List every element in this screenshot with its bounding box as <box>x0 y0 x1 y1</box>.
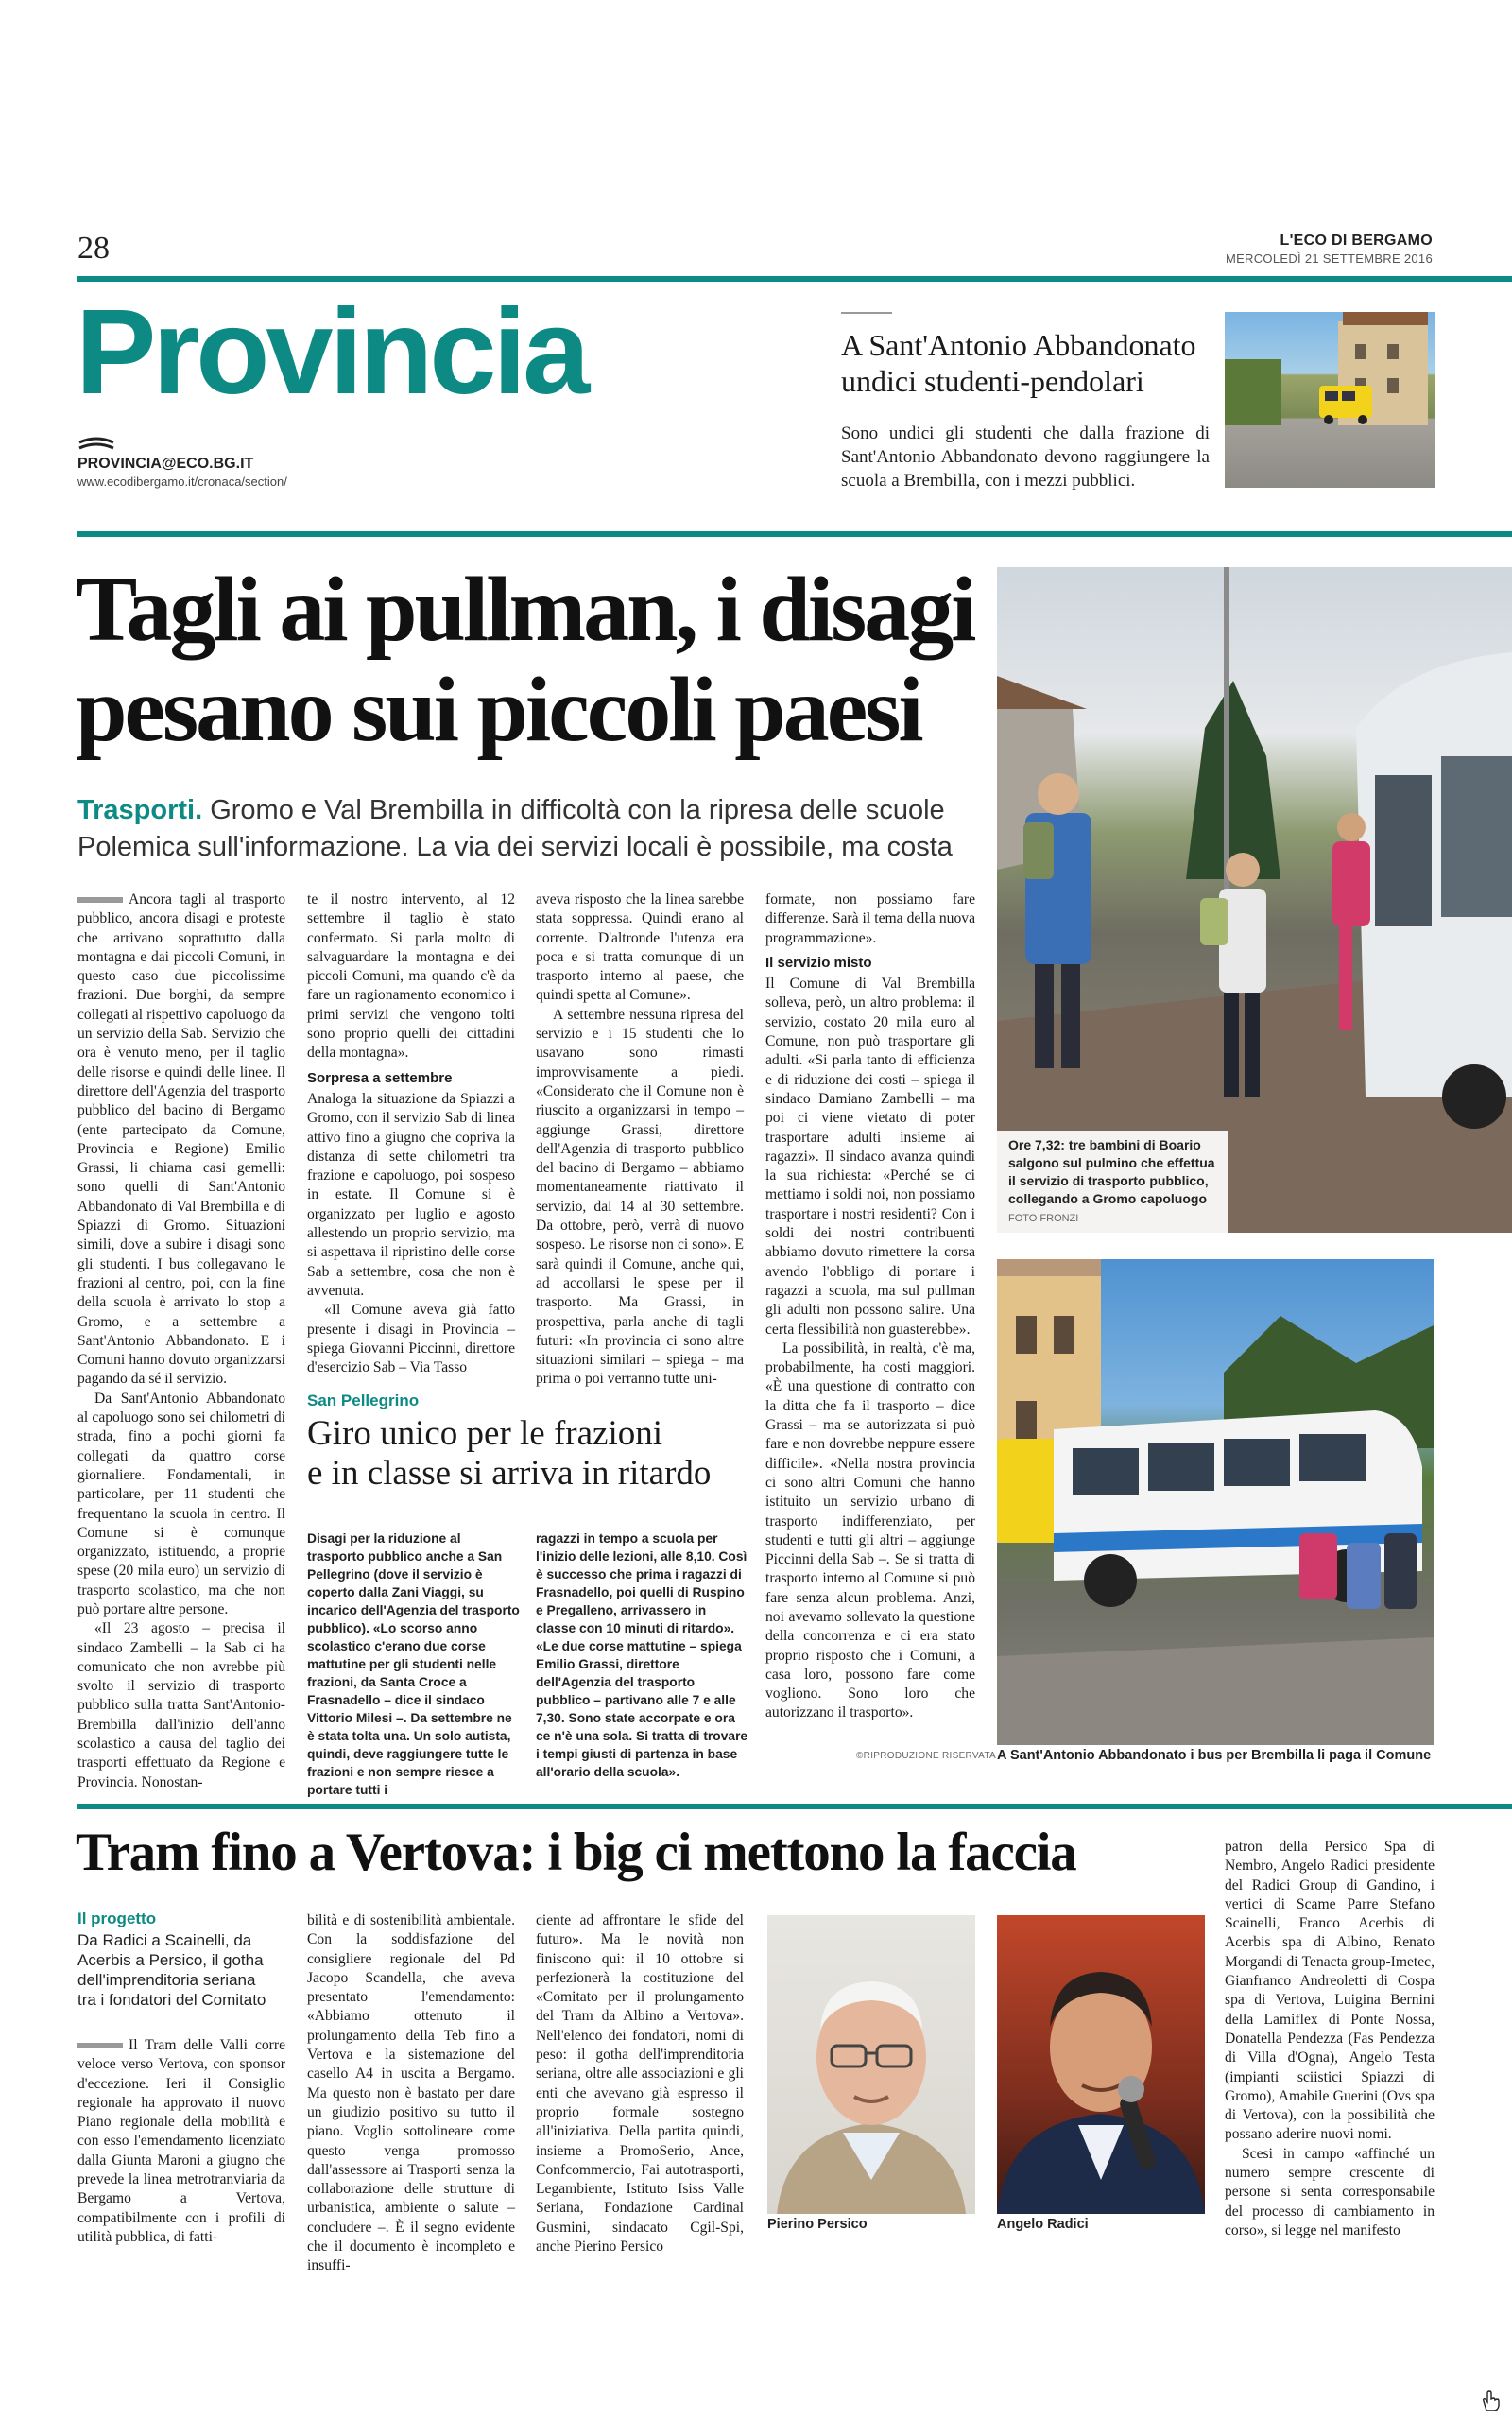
hand-cursor-icon <box>1480 2390 1501 2412</box>
main-headline[interactable] <box>76 560 1002 760</box>
tram-summary: Da Radici a Scainelli, da Acerbis a Persico, il gotha dell'imprenditoria seriana tra i fondatori del Comitato <box>77 1931 266 2009</box>
main-col3-paragraph: aveva risposto che la linea sarebbe stata soppressa. Quindi erano al corrente. D'altronde l'utenza era poca e si tratta comunque di un trasporto interno al paese, che quindi spetta al Comune». <box>536 891 744 1004</box>
teaser-photo <box>1225 312 1435 488</box>
sidebar-col-1: Disagi per la riduzione al trasporto pubblico anche a San Pellegrino (dove il servizio è coperto dalla Zani Viaggi, su incarico dell'Agenzia del trasporto pubblico). «Lo scorso anno scolastico c'erano due corse mattutine per gli studenti nelle frazioni, da Santa Croce a Frasnadello – dice il sindaco Vittorio Milesi –. Da settembre ne è stata tolta una. Un solo autista, quindi, deve raggiungere tutte le frazioni e non sempre riesce a portare tutti i <box>307 1531 520 1797</box>
tram-col4-paragraph: patron della Persico Spa di Nembro, Angelo Radici presidente del Radici Group di Gandino, i vertici di Scame Parre Stefano Scainelli, Franco Acerbis di Acerbis spa di Albino, Renato Morgandi di Tenacta group-Imetec, Gianfranco Andreoletti di Cospa spa di Vertova, Luigina Bernini della Lamiflex di Ponte Nossa, Donatella Pendezza (Fas Pendezza di Villa d'Ogna), Angelo Testa (impianti sciistici Spiazzi di Gromo), Amabile Guerini (Ovs spa di Vertova), con la possibilità che possano aderire nuovi nomi. <box>1225 1839 1435 2143</box>
sidebar-col-2: ragazzi in tempo a scuola per l'inizio delle lezioni, alle 8,10. Così è successo che prima i ragazzi di Frasnadello, poi quelli di Ruspino e Pregalleno, arrivassero in classe con 10 minuti di ritardo». «Le due corse mattutine – spiega Emilio Grassi, direttore dell'Agenzia del trasporto pubblico – partivano alle 7 e alle 7,30. Sono state accorpate e ora ce n'è una sola. Si tratta di trovare i tempi giusti di partenza in base all'orario della scuola». <box>536 1531 748 1779</box>
photo1-caption-text: Ore 7,32: tre bambini di Boario salgono sul pulmino che effettua il servizio di trasporto pubblico, collegando a Gromo capoluogo <box>1008 1137 1215 1206</box>
main-col-1 <box>77 890 285 1792</box>
sidebar-title-line1: Giro unico per le frazioni <box>307 1414 663 1453</box>
portrait-pierino-persico <box>767 1915 975 2214</box>
photo2-caption: A Sant'Antonio Abbandonato i bus per Brembilla li paga il Comune <box>997 1748 1432 1763</box>
teaser-title-line2: undici studenti-pendolari <box>841 364 1144 398</box>
photo-children-boarding <box>997 567 1512 1233</box>
tram-kicker: Il progetto <box>77 1910 157 1927</box>
tram-col4-paragraph: Scesi in campo «affinché un numero sempre crescente di persone si senta corresponsabile del processo di cambiamento in corso», si legge nel manifesto <box>1225 2145 1435 2238</box>
tram-col1-paragraph: Il Tram delle Valli corre veloce verso Vertova, con sponsor d'eccezione. Ieri il Consiglio regionale ha approvato il nuovo Piano regionale della mobilità e con esso l'emendamento licenziato dalla Giunta Maroni a giugno che prevede la linea metrotranviaria da Bergamo a Vertova, compatibilmente con i profili di utilità pubblica, di fatti- <box>77 2037 285 2245</box>
main-col-4 <box>765 890 975 1723</box>
main-subhead <box>77 792 1004 866</box>
main-headline-line2: pesano sui piccoli paesi <box>76 659 921 761</box>
tram-col-3: ciente ad affrontare le sfide del futuro». Ma le novità non finiscono qui: il 10 ottobre si perfezionerà la costituzione del «Comitato per il prolungamento del Tram da Albino a Vertova». Nell'elenco dei fondatori, nomi di peso: il gotha dell'imprenditoria seriana, oltre alle associazioni e gli enti che avevano già espresso il proprio formale sostegno all'iniziativa. Della partita quindi, insieme a PromoSerio, Ance, Confcommercio, Fai autotrasporti, Legambiente, Istituto Isiss Valle Seriana, Fondazione Cardinal Gusmini, sindacato Cgil-Spi, anche Pierino Persico <box>536 1912 744 2256</box>
tram-headline[interactable]: Tram fino a Vertova: i big ci mettono la faccia <box>76 1823 1076 1882</box>
photo1-credit: FOTO FRONZI <box>1008 1213 1079 1224</box>
section-email[interactable]: PROVINCIA@ECO.BG.IT <box>77 456 254 472</box>
section-url[interactable]: www.ecodibergamo.it/cronaca/section/ <box>77 475 287 489</box>
tram-col-2: bilità e di sostenibilità ambientale. Con la soddisfazione del consigliere regionale del Pd Jacopo Scandella, che aveva presentato l'emendamento: «Abbiamo ottenuto il prolungamento della Teb fino a Vertova e la sistemazione del casello A4 in uscita a Bergamo. Ma questo non è bastato per dare un giudizio positivo su tutto il piano. Voglio sottolineare come questo venga promosso dall'assessore ai Trasporti senza la collaborazione delle strutture di urbanistica, ambiente o salute – concludere –. È il segno evidente che il documento è incompleto e insuffi- <box>307 1912 515 2274</box>
main-col-3 <box>536 890 744 1390</box>
sidebar-title[interactable] <box>307 1414 761 1494</box>
main-col4-paragraph: La possibilità, in realtà, c'è ma, probabilmente, ha costi maggiori. «È una questione di contratto con la ditta che fa il trasporto – dice Grassi – ma se autorizzata si può fare e non dovrebbe neppure essere difficile». «Nella nostra provincia ci sono altri Comuni che hanno istituito un servizio urbano di trasporto indifferenziato, per studenti e tutti gli altri – aggiunge Piccinni della Sab –. Se si tratta di trasporto interno al Comune si può fare senza alcun problema. Anzi, noi avevamo sollevato la questione della concorrenza e ci era stato proprio risposto che i Comuni, a casa loro, possono fare come vogliono. Sono loro che autorizzano il trasporto». <box>765 1340 975 1721</box>
photo-white-bus <box>997 1259 1434 1745</box>
teaser-text: Sono undici gli studenti che dalla frazione di Sant'Antonio Abbandonato devono raggiungere la scuola a Brembilla, con i mezzi pubblici. <box>841 424 1210 491</box>
portrait1-caption: Pierino Persico <box>767 2217 868 2232</box>
copyright: ©RIPRODUZIONE RISERVATA <box>856 1751 996 1761</box>
main-col1-paragraph: «Il 23 agosto – precisa il sindaco Zambelli – la Sab ci ha comunicato che non avrebbe più svolto il servizio di trasporto pubblico sulla tratta Sant'Antonio-Brembilla dall'inizio dell'anno scolastico a causa del taglio dei trasporti effettuato da Regione e Provincia. Nonostan- <box>77 1620 285 1790</box>
main-subhead-line2: Polemica sull'informazione. La via dei servizi locali è possibile, ma costa <box>77 832 953 862</box>
main-col4-subhead: Il servizio misto <box>765 954 872 971</box>
main-col2-paragraph: Analoga la situazione da Spiazzi a Gromo, con il servizio Sab di linea attivo fino a giugno che copriva la distanza di sette chilometri tra frazione e capoluogo, poi sospeso in estate. Il Comune si è organizzato per luglio e agosto allestendo un proprio servizio, ma si aspettava il ripristino delle corse Sab a settembre, cosa che non è avvenuta. <box>307 1090 515 1299</box>
main-col-2 <box>307 890 515 1377</box>
teaser-title-line1: A Sant'Antonio Abbandonato <box>841 328 1196 362</box>
tram-col-1 <box>77 2036 285 2247</box>
lead-bar <box>77 897 123 903</box>
teaser-title[interactable] <box>841 327 1219 399</box>
main-headline-line1: Tagli ai pullman, i disagi <box>76 559 974 661</box>
main-col1-paragraph: Da Sant'Antonio Abbandonato al capoluogo sono sei chilometri di strada, fino a pochi giorni fa collegati da quattro corse giornaliere. Fondamentali, in particolare, per 11 studenti che frequentano la scuola in centro. Il Comune si è comunque organizzato, istituendo, a proprie spese (20 mila euro) un servizio di trasporto scolastico, ma che non può portare altre persone. <box>77 1390 285 1617</box>
portrait-angelo-radici <box>997 1915 1205 2214</box>
sidebar-title-line2: e in classe si arriva in ritardo <box>307 1454 712 1493</box>
main-subhead-line1: Gromo e Val Brembilla in difficoltà con la ripresa delle scuole <box>210 795 945 825</box>
lead-bar <box>77 2043 123 2048</box>
main-col2-paragraph: te il nostro intervento, al 12 settembre il taglio è stato confermato. Si parla molto di salvaguardare la montagna e dei piccoli Comuni, ma quando c'è da fare un ragionamento economico i primi servizi che vengono tolti sono proprio quelli dei cittadini della montagna». <box>307 891 515 1062</box>
masthead: L'ECO DI BERGAMO <box>1280 233 1433 249</box>
main-col3-paragraph: A settembre nessuna ripresa del servizio e i 15 studenti che lo usavano sono rimasti improvvisamente a piedi. «Considerato che il Comune non è riuscito a organizzarsi in tempo – aggiunge Grassi, direttore dell'Agenzia di trasporto pubblico del bacino di Bergamo – abbiamo momentaneamente riattivato il servizio, dal 14 al 30 settembre. Da ottobre, però, verrà di nuovo sospeso. Le risorse non ci sono». E sarà quindi il Comune, anche qui, ad accollarsi le spese per il trasporto. Ma Grassi, in prospettiva, parla anche di tagli futuri: «In provincia ci sono altre situazioni similari – spiega – ma prima o poi verranno tutte uni- <box>536 1006 744 1388</box>
main-col2-subhead: Sorpresa a settembre <box>307 1069 453 1086</box>
main-col4-paragraph: Il Comune di Val Brembilla solleva, però, un altro problema: il servizio, costato 20 mila euro al Comune, non può trasportare gli adulti. «Si parla tanto di efficienza e di riduzione dei costi – spiega il sindaco Damiano Zambelli – ma poi ci viene vietato di poter trasportare adulti insieme ai ragazzi». Il sindaco avanza quindi la sua richiesta: «Perché se ci mettiamo i soldi noi, non possiamo trasportare i nostri residenti? Con i soldi dei nostri contribuenti abbiamo dovuto rimettere la corsa avendo l'obbligo di portare i ragazzi a scuola, ma sul pullman gli adulti non possono salire. Una certa flessibilità non guasterebbe». <box>765 976 975 1338</box>
teaser-rule <box>841 312 892 314</box>
sidebar-kicker: San Pellegrino <box>307 1392 420 1409</box>
main-col2-paragraph: «Il Comune aveva già fatto presente i disagi in Provincia – spiega Giovanni Piccinni, direttore d'esercizio Sab – Via Tasso <box>307 1302 515 1376</box>
page-number: 28 <box>77 231 110 266</box>
eco-logo-icon <box>77 437 115 454</box>
photo1-caption <box>997 1131 1228 1233</box>
main-rule <box>77 531 1512 537</box>
main-col1-paragraph: Ancora tagli al trasporto pubblico, ancora disagi e proteste che arrivano soprattutto dalla montagna e dai piccoli Comuni, in questo caso due piccolissime frazioni. Due borghi, da sempre collegati al rispettivo capoluogo da un servizio della Sab. Servizio che ora è venuto meno, per il taglio delle risorse e quindi delle linee. Il direttore dell'Agenzia del trasporto pubblico del bacino di Bergamo (ente partecipato da Comune, Provincia e Regione) Emilio Grassi, li chiama casi gemelli: sono quelli di Sant'Antonio Abbandonato di Val Brembilla e di Spiazzi di Gromo. Situazioni simili, dove a subire i disagi sono gli studenti. I bus collegavano le frazioni al centro, poi, con la fine della scuola è arrivato lo stop a Gromo, e a settembre a Sant'Antonio Abbandonato. E i Comuni hanno dovuto organizzarsi pagando da sé il servizio. <box>77 891 285 1388</box>
main-kicker: Trasporti. <box>77 795 203 825</box>
tram-col-4 <box>1225 1838 1435 2240</box>
issue-date: MERCOLEDÌ 21 SETTEMBRE 2016 <box>1225 251 1433 266</box>
tram-rule <box>77 1804 1512 1809</box>
main-col4-paragraph: formate, non possiamo fare differenze. Sarà il tema della nuova programmazione». <box>765 891 975 946</box>
portrait2-caption: Angelo Radici <box>997 2217 1089 2232</box>
section-title: Provincia <box>76 285 587 420</box>
